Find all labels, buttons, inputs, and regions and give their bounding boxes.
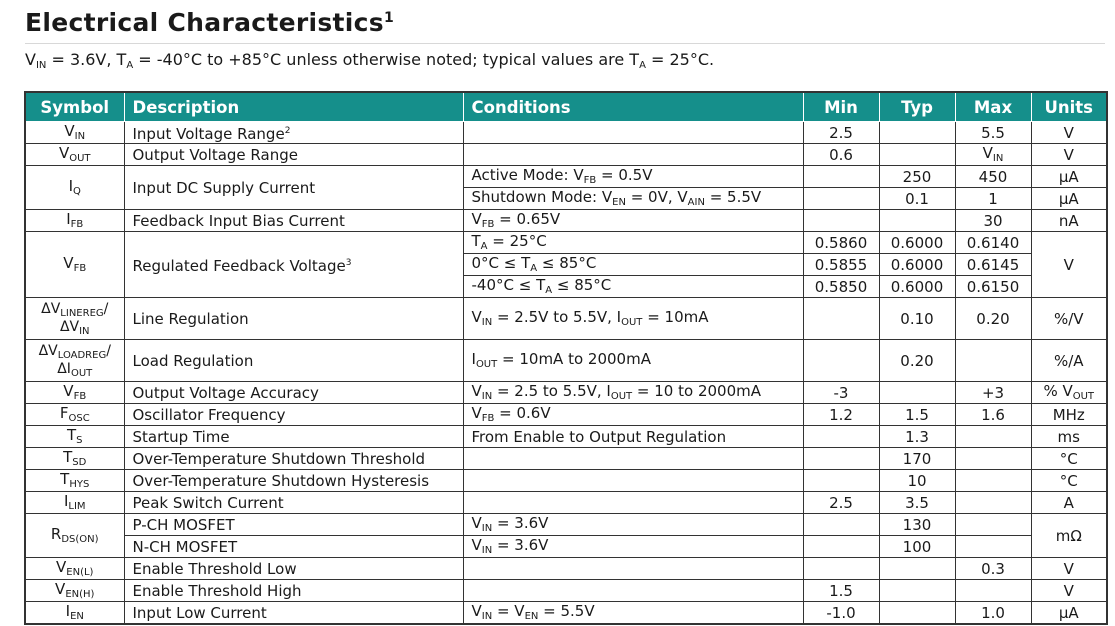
max-cell: 0.6145: [955, 254, 1031, 276]
typ-cell: 0.6000: [879, 254, 955, 276]
typ-cell: 130: [879, 514, 955, 536]
max-cell: 1: [955, 188, 1031, 210]
description-cell: Over-Temperature Shutdown Hysteresis: [124, 470, 463, 492]
symbol-cell: $V_{EN(L)}$: [25, 558, 124, 580]
conditions-cell: $V_{IN} = V_{EN} = 5.5V$: [463, 602, 803, 625]
table-row: [25, 382, 1107, 404]
conditions-cell: $-40^\circ C \le T_A \le 85^\circ C$: [463, 276, 803, 298]
min-cell: [803, 558, 879, 580]
conditions-cell: $I_{OUT} = 10mA$ to 2000mA: [463, 340, 803, 382]
conditions-cell: $T_A = 25^\circ C$: [463, 232, 803, 254]
min-cell: [803, 536, 879, 558]
description-cell: Input Low Current: [124, 602, 463, 625]
symbol-cell: $T_{SD}$: [25, 448, 124, 470]
table-row: [25, 340, 1107, 382]
description-cell: Line Regulation: [124, 298, 463, 340]
max-cell: [955, 514, 1031, 536]
typ-cell: [879, 122, 955, 144]
typ-cell: 0.6000: [879, 232, 955, 254]
units-cell: MHz: [1031, 404, 1107, 426]
max-cell: 5.5: [955, 122, 1031, 144]
max-cell: 1.6: [955, 404, 1031, 426]
min-cell: [803, 340, 879, 382]
description-cell: Feedback Input Bias Current: [124, 210, 463, 232]
typ-cell: 0.10: [879, 298, 955, 340]
conditions-cell: $V_{FB} = 0.65V$: [463, 210, 803, 232]
table-row: [25, 492, 1107, 514]
symbol-cell: $R_{DS(ON)}$: [25, 514, 124, 558]
symbol-cell: $I_Q$: [25, 166, 124, 210]
units-cell: µA: [1031, 602, 1107, 625]
typ-cell: [879, 558, 955, 580]
table-row: [25, 514, 1107, 536]
table-row: [25, 210, 1107, 232]
symbol-cell: $V_{FB}$: [25, 232, 124, 298]
table-row: [25, 536, 1107, 558]
description-cell: Regulated Feedback Voltage$^3$: [124, 232, 463, 298]
min-cell: [803, 426, 879, 448]
typ-cell: 100: [879, 536, 955, 558]
units-cell: mΩ: [1031, 514, 1107, 558]
max-cell: 0.20: [955, 298, 1031, 340]
table-row: [25, 122, 1107, 144]
table-row: [25, 448, 1107, 470]
max-cell: 450: [955, 166, 1031, 188]
header-description: Description: [124, 92, 463, 122]
min-cell: [803, 188, 879, 210]
conditions-cell: $V_{IN} = 3.6V$: [463, 514, 803, 536]
typ-cell: [879, 144, 955, 166]
units-cell: ms: [1031, 426, 1107, 448]
description-cell: Peak Switch Current: [124, 492, 463, 514]
title-divider: [25, 43, 1105, 44]
symbol-cell: $T_{HYS}$: [25, 470, 124, 492]
conditions-cell: $0^\circ C \le T_A \le 85^\circ C$: [463, 254, 803, 276]
table-row: [25, 298, 1107, 340]
description-cell: Startup Time: [124, 426, 463, 448]
electrical-characteristics-table: [24, 91, 1108, 625]
typ-cell: 1.5: [879, 404, 955, 426]
symbol-cell: $\Delta V_{LOADREG}/$ $\Delta I_{OUT}$: [25, 340, 124, 382]
description-cell: N-CH MOSFET: [124, 536, 463, 558]
max-cell: [955, 426, 1031, 448]
description-cell: Enable Threshold High: [124, 580, 463, 602]
description-cell: Input Voltage Range$^2$: [124, 122, 463, 144]
description-cell: P-CH MOSFET: [124, 514, 463, 536]
units-cell: µA: [1031, 188, 1107, 210]
symbol-cell: $V_{IN}$: [25, 122, 124, 144]
conditions-cell: Shutdown Mode: $V_{EN} = 0V$, $V_{AIN} = 5.5V$: [463, 188, 803, 210]
units-cell: V: [1031, 232, 1107, 298]
table-header-row: [25, 92, 1107, 122]
conditions-cell: Active Mode: $V_{FB} = 0.5V$: [463, 166, 803, 188]
typ-cell: 250: [879, 166, 955, 188]
table-row: [25, 470, 1107, 492]
table-row: [25, 404, 1107, 426]
header-conditions: Conditions: [463, 92, 803, 122]
max-cell: [955, 340, 1031, 382]
units-cell: %/A: [1031, 340, 1107, 382]
table-body: [25, 122, 1107, 625]
conditions-cell: [463, 448, 803, 470]
table-row: [25, 166, 1107, 188]
conditions-cell: [463, 558, 803, 580]
symbol-cell: $I_{EN}$: [25, 602, 124, 625]
header-min: Min: [803, 92, 879, 122]
min-cell: -1.0: [803, 602, 879, 625]
min-cell: [803, 166, 879, 188]
units-cell: V: [1031, 558, 1107, 580]
conditions-cell: [463, 144, 803, 166]
max-cell: 0.3: [955, 558, 1031, 580]
typ-cell: 0.1: [879, 188, 955, 210]
units-cell: °C: [1031, 470, 1107, 492]
max-cell: [955, 580, 1031, 602]
typ-cell: 10: [879, 470, 955, 492]
table-row: [25, 426, 1107, 448]
typ-cell: [879, 602, 955, 625]
min-cell: 0.5860: [803, 232, 879, 254]
typ-cell: [879, 210, 955, 232]
description-cell: Over-Temperature Shutdown Threshold: [124, 448, 463, 470]
conditions-cell: [463, 122, 803, 144]
description-cell: Input DC Supply Current: [124, 166, 463, 210]
footnote-marker: 1: [383, 10, 395, 26]
max-cell: +3: [955, 382, 1031, 404]
conditions-note: $V_{IN} = 3.6V$, $T_A = -40^\circ C$ to +85°C unless otherwise noted; typical values are $T_A = 25^\circ C$.: [25, 50, 715, 71]
table-row: [25, 232, 1107, 254]
conditions-cell: $V_{FB} = 0.6V$: [463, 404, 803, 426]
symbol-cell: $\Delta V_{LINEREG}/$ $\Delta V_{IN}$: [25, 298, 124, 340]
max-cell: 1.0: [955, 602, 1031, 625]
units-cell: A: [1031, 492, 1107, 514]
conditions-cell: $V_{IN} = 2.5V$ to 5.5V, $I_{OUT} = 10mA$: [463, 298, 803, 340]
min-cell: [803, 514, 879, 536]
symbol-cell: $T_S$: [25, 426, 124, 448]
description-cell: Enable Threshold Low: [124, 558, 463, 580]
min-cell: -3: [803, 382, 879, 404]
table-row: [25, 144, 1107, 166]
max-cell: [955, 470, 1031, 492]
max-cell: [955, 448, 1031, 470]
max-cell: [955, 492, 1031, 514]
conditions-cell: [463, 580, 803, 602]
units-cell: °C: [1031, 448, 1107, 470]
max-cell: $V_{IN}$: [955, 144, 1031, 166]
header-typ: Typ: [879, 92, 955, 122]
table-row: [25, 558, 1107, 580]
description-cell: Output Voltage Accuracy: [124, 382, 463, 404]
min-cell: 0.5855: [803, 254, 879, 276]
conditions-cell: $V_{IN} = 3.6V$: [463, 536, 803, 558]
max-cell: 30: [955, 210, 1031, 232]
units-cell: % $V_{OUT}$: [1031, 382, 1107, 404]
description-cell: Output Voltage Range: [124, 144, 463, 166]
typ-cell: 1.3: [879, 426, 955, 448]
min-cell: [803, 470, 879, 492]
conditions-cell: [463, 492, 803, 514]
table-row: [25, 580, 1107, 602]
symbol-cell: $I_{FB}$: [25, 210, 124, 232]
symbol-cell: $F_{OSC}$: [25, 404, 124, 426]
units-cell: %/V: [1031, 298, 1107, 340]
units-cell: V: [1031, 144, 1107, 166]
symbol-cell: $V_{OUT}$: [25, 144, 124, 166]
min-cell: 0.5850: [803, 276, 879, 298]
header-units: Units: [1031, 92, 1107, 122]
min-cell: 1.2: [803, 404, 879, 426]
units-cell: V: [1031, 580, 1107, 602]
description-cell: Oscillator Frequency: [124, 404, 463, 426]
max-cell: [955, 536, 1031, 558]
units-cell: V: [1031, 122, 1107, 144]
header-max: Max: [955, 92, 1031, 122]
max-cell: 0.6140: [955, 232, 1031, 254]
typ-cell: 0.6000: [879, 276, 955, 298]
units-cell: nA: [1031, 210, 1107, 232]
typ-cell: 170: [879, 448, 955, 470]
header-symbol: Symbol: [25, 92, 124, 122]
description-cell: Load Regulation: [124, 340, 463, 382]
typ-cell: 0.20: [879, 340, 955, 382]
min-cell: [803, 448, 879, 470]
typ-cell: [879, 580, 955, 602]
page-title: Electrical Characteristics$^1$: [25, 8, 395, 37]
min-cell: [803, 298, 879, 340]
symbol-cell: $V_{EN(H)}$: [25, 580, 124, 602]
min-cell: 1.5: [803, 580, 879, 602]
min-cell: 0.6: [803, 144, 879, 166]
min-cell: 2.5: [803, 492, 879, 514]
conditions-cell: From Enable to Output Regulation: [463, 426, 803, 448]
typ-cell: [879, 382, 955, 404]
units-cell: µA: [1031, 166, 1107, 188]
min-cell: 2.5: [803, 122, 879, 144]
conditions-cell: [463, 470, 803, 492]
typ-cell: 3.5: [879, 492, 955, 514]
symbol-cell: $V_{FB}$: [25, 382, 124, 404]
min-cell: [803, 210, 879, 232]
symbol-cell: $I_{LIM}$: [25, 492, 124, 514]
conditions-cell: $V_{IN} = 2.5$ to 5.5V, $I_{OUT} = 10$ to 2000mA: [463, 382, 803, 404]
table-row: [25, 602, 1107, 625]
max-cell: 0.6150: [955, 276, 1031, 298]
